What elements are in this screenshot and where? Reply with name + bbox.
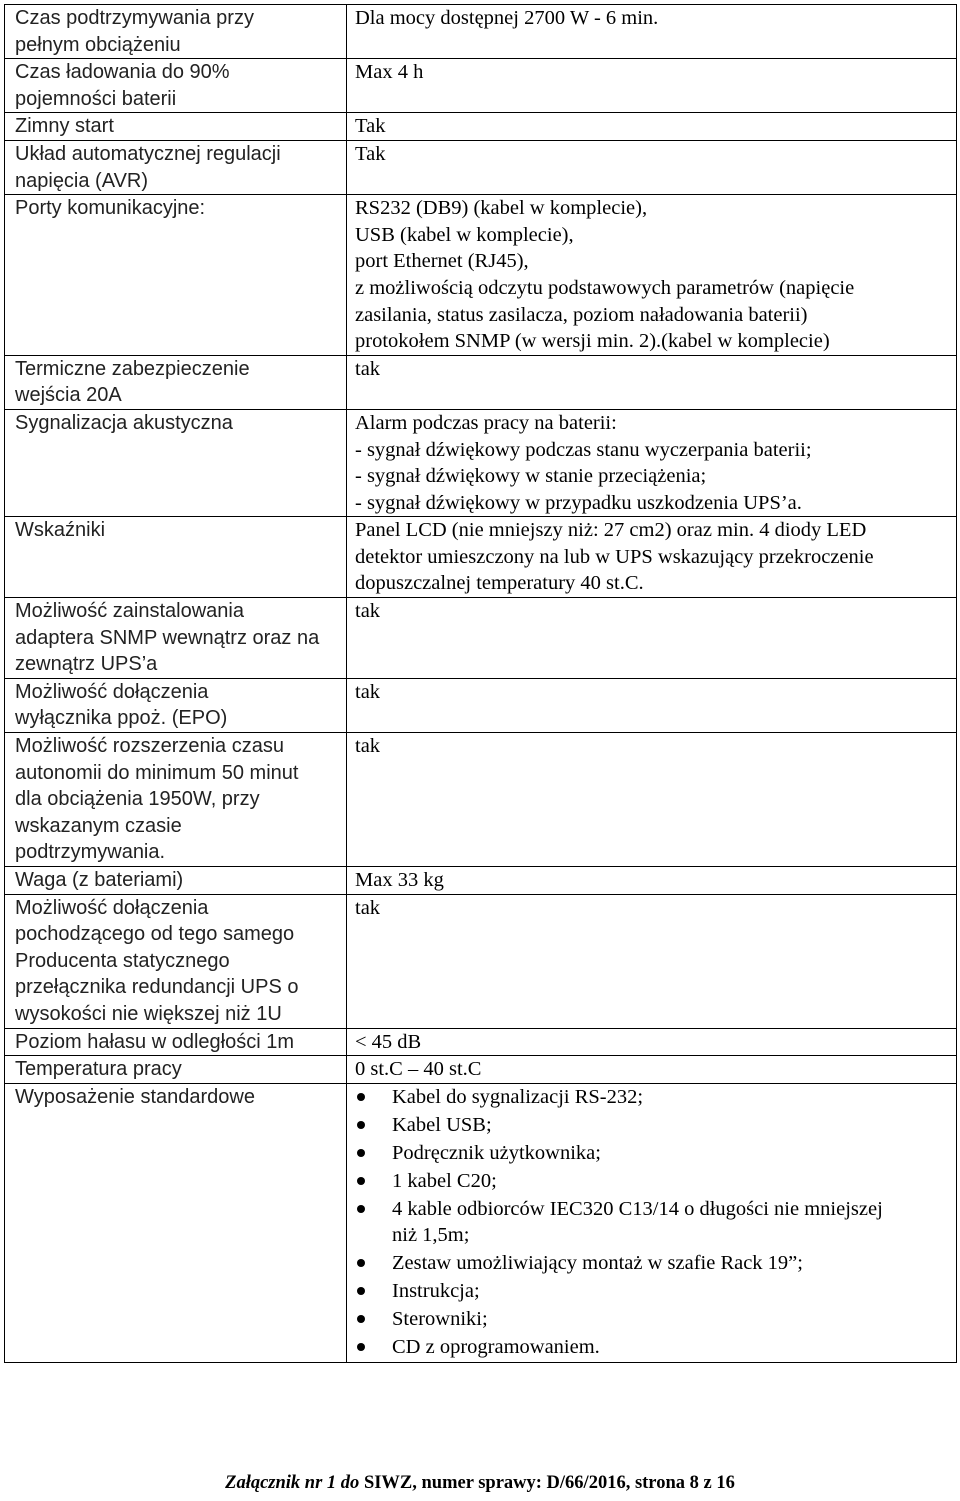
bullet-icon xyxy=(357,1177,365,1185)
bullet-icon xyxy=(357,1259,365,1267)
spec-row xyxy=(5,113,957,141)
spec-label-line: Zimny start xyxy=(15,115,114,138)
spec-value-line: tak xyxy=(355,357,381,380)
spec-label-line: pojemności baterii xyxy=(15,87,177,110)
bullet-icon xyxy=(357,1343,365,1351)
equipment-list-item xyxy=(355,1140,948,1167)
equipment-item-line: Kabel USB; xyxy=(392,1113,492,1136)
equipment-item-line: 4 kable odbiorców IEC320 C13/14 o długości nie mniejszej xyxy=(392,1197,883,1220)
spec-label-line: Możliwość dołączenia xyxy=(15,680,209,703)
spec-label-line: adaptera SNMP wewnątrz oraz na xyxy=(15,626,320,649)
spec-row xyxy=(5,355,957,409)
spec-label-line: wskazanym czasie xyxy=(15,814,182,837)
spec-label-line: Możliwość dołączenia xyxy=(15,896,209,919)
spec-label-cell xyxy=(5,867,347,895)
spec-label-cell xyxy=(5,59,347,113)
spec-row xyxy=(5,733,957,867)
spec-label-line: Poziom hałasu w odległości 1m xyxy=(15,1030,295,1053)
spec-value-line: - sygnał dźwiękowy podczas stanu wyczerpania baterii; xyxy=(355,438,812,461)
spec-value-cell xyxy=(347,113,957,141)
spec-row xyxy=(5,894,957,1028)
spec-label-line: Wyposażenie standardowe xyxy=(15,1085,255,1108)
equipment-item-line: niż 1,5m; xyxy=(392,1224,470,1247)
spec-label-line: zewnątrz UPS’a xyxy=(15,653,158,676)
equipment-item-line: Instrukcja; xyxy=(392,1280,480,1303)
spec-value-line: RS232 (DB9) (kabel w komplecie), xyxy=(355,197,648,220)
spec-row-equipment xyxy=(5,1083,957,1362)
spec-value-line: Panel LCD (nie mniejszy niż: 27 cm2) oraz min. 4 diody LED xyxy=(355,519,867,542)
spec-label-cell xyxy=(5,1028,347,1056)
spec-label-cell xyxy=(5,598,347,679)
equipment-list-cell xyxy=(347,1083,957,1362)
spec-value-cell xyxy=(347,867,957,895)
page-footer xyxy=(0,1473,960,1494)
spec-value-line: Tak xyxy=(355,142,386,165)
spec-label-line: napięcia (AVR) xyxy=(15,169,149,192)
spec-value-cell xyxy=(347,894,957,1028)
bullet-icon xyxy=(357,1093,365,1101)
spec-label-cell xyxy=(5,140,347,194)
equipment-item-line: Kabel do sygnalizacji RS-232; xyxy=(392,1085,644,1108)
equipment-list-item xyxy=(355,1084,948,1111)
spec-label-cell xyxy=(5,195,347,356)
spec-label-cell xyxy=(5,733,347,867)
equipment-list xyxy=(355,1084,948,1361)
spec-label-line: Temperatura pracy xyxy=(15,1058,182,1081)
spec-label-line: dla obciążenia 1950W, przy xyxy=(15,788,260,811)
equipment-item-line: CD z oprogramowaniem. xyxy=(392,1336,600,1359)
spec-value-line: tak xyxy=(355,680,381,703)
spec-value-line: Max 33 kg xyxy=(355,869,444,891)
spec-value-line: Alarm podczas pracy na baterii: xyxy=(355,411,617,434)
spec-label-line: Porty komunikacyjne: xyxy=(15,197,206,220)
specification-table xyxy=(4,4,957,1363)
spec-label-line: Waga (z bateriami) xyxy=(15,869,184,891)
equipment-item-line: Podręcznik użytkownika; xyxy=(392,1141,601,1164)
equipment-list-item xyxy=(355,1334,948,1361)
spec-value-cell xyxy=(347,1056,957,1084)
footer-case-and-page: SIWZ, numer sprawy: D/66/2016, strona 8 z 16 xyxy=(359,1473,735,1493)
spec-row xyxy=(5,195,957,356)
equipment-list-item xyxy=(355,1196,948,1249)
spec-value-line: USB (kabel w komplecie), xyxy=(355,223,574,246)
spec-label-line: pełnym obciążeniu xyxy=(15,33,181,56)
spec-value-cell xyxy=(347,1028,957,1056)
equipment-item-line: Sterowniki; xyxy=(392,1308,488,1331)
equipment-list-item xyxy=(355,1168,948,1195)
spec-label-cell xyxy=(5,517,347,598)
spec-label-cell xyxy=(5,113,347,141)
spec-row xyxy=(5,409,957,516)
footer-attachment-label: Załącznik nr 1 do xyxy=(225,1473,360,1493)
spec-label-line: podtrzymywania. xyxy=(15,841,166,864)
spec-label-line: Możliwość zainstalowania xyxy=(15,600,244,623)
spec-label-line: Termiczne zabezpieczenie xyxy=(15,357,250,380)
spec-value-cell xyxy=(347,5,957,59)
spec-value-line: zasilania, status zasilacza, poziom naładowania baterii) xyxy=(355,303,808,326)
spec-value-cell xyxy=(347,195,957,356)
spec-row xyxy=(5,678,957,732)
spec-label-line: Wskaźniki xyxy=(15,519,106,542)
spec-value-line: - sygnał dźwiękowy w przypadku uszkodzenia UPS’a. xyxy=(355,491,802,514)
equipment-list-item xyxy=(355,1278,948,1305)
spec-label-line: autonomii do minimum 50 minut xyxy=(15,761,299,784)
spec-label-line: przełącznika redundancji UPS o xyxy=(15,976,299,999)
bullet-icon xyxy=(357,1121,365,1129)
spec-label-line: Sygnalizacja akustyczna xyxy=(15,411,233,434)
spec-value-cell xyxy=(347,517,957,598)
spec-label-cell xyxy=(5,355,347,409)
spec-label-line: pochodzącego od tego samego xyxy=(15,923,295,946)
spec-label-line: Producenta statycznego xyxy=(15,949,230,972)
spec-row xyxy=(5,5,957,59)
spec-value-line: - sygnał dźwiękowy w stanie przeciążenia; xyxy=(355,465,707,488)
spec-value-line: < 45 dB xyxy=(355,1030,422,1053)
spec-value-line: 0 st.C – 40 st.C xyxy=(355,1058,482,1081)
spec-value-cell xyxy=(347,409,957,516)
spec-label-cell xyxy=(5,1056,347,1084)
equipment-list-item xyxy=(355,1250,948,1277)
bullet-icon xyxy=(357,1205,365,1213)
spec-value-cell xyxy=(347,678,957,732)
spec-value-line: tak xyxy=(355,600,381,623)
spec-label-cell xyxy=(5,678,347,732)
spec-label-cell xyxy=(5,1083,347,1362)
spec-value-line: Dla mocy dostępnej 2700 W - 6 min. xyxy=(355,7,659,29)
spec-value-line: tak xyxy=(355,896,381,919)
spec-label-line: Czas ładowania do 90% xyxy=(15,61,230,84)
spec-value-cell xyxy=(347,733,957,867)
spec-row xyxy=(5,1028,957,1056)
spec-value-cell xyxy=(347,355,957,409)
equipment-item-line: Zestaw umożliwiający montaż w szafie Rack 19”; xyxy=(392,1252,803,1275)
spec-value-line: protokołem SNMP (w wersji min. 2).(kabel w komplecie) xyxy=(355,330,830,353)
specification-table-body xyxy=(5,5,957,1363)
spec-row xyxy=(5,598,957,679)
spec-value-cell xyxy=(347,598,957,679)
spec-label-line: wyłącznika ppoż. (EPO) xyxy=(15,707,228,730)
spec-label-line: Układ automatycznej regulacji xyxy=(15,142,281,165)
equipment-list-item xyxy=(355,1306,948,1333)
equipment-list-item xyxy=(355,1112,948,1139)
spec-label-cell xyxy=(5,5,347,59)
spec-label-line: Czas podtrzymywania przy xyxy=(15,7,254,29)
bullet-icon xyxy=(357,1149,365,1157)
spec-row xyxy=(5,517,957,598)
spec-label-line: wejścia 20A xyxy=(15,384,122,407)
spec-value-line: detektor umieszczony na lub w UPS wskazujący przekroczenie xyxy=(355,545,874,568)
bullet-icon xyxy=(357,1287,365,1295)
spec-label-line: Możliwość rozszerzenia czasu xyxy=(15,735,284,758)
spec-value-line: Tak xyxy=(355,115,386,138)
spec-label-cell xyxy=(5,409,347,516)
bullet-icon xyxy=(357,1315,365,1323)
spec-row xyxy=(5,1056,957,1084)
spec-value-line: dopuszczalnej temperatury 40 st.C. xyxy=(355,572,644,595)
spec-value-line: tak xyxy=(355,735,381,758)
spec-label-cell xyxy=(5,894,347,1028)
spec-row xyxy=(5,59,957,113)
spec-value-cell xyxy=(347,140,957,194)
spec-value-line: z możliwością odczytu podstawowych parametrów (napięcie xyxy=(355,276,855,299)
spec-value-line: port Ethernet (RJ45), xyxy=(355,250,529,273)
spec-label-line: wysokości nie większej niż 1U xyxy=(15,1002,282,1025)
spec-value-line: Max 4 h xyxy=(355,61,424,84)
spec-row xyxy=(5,140,957,194)
equipment-item-line: 1 kabel C20; xyxy=(392,1169,497,1192)
spec-row xyxy=(5,867,957,895)
spec-value-cell xyxy=(347,59,957,113)
